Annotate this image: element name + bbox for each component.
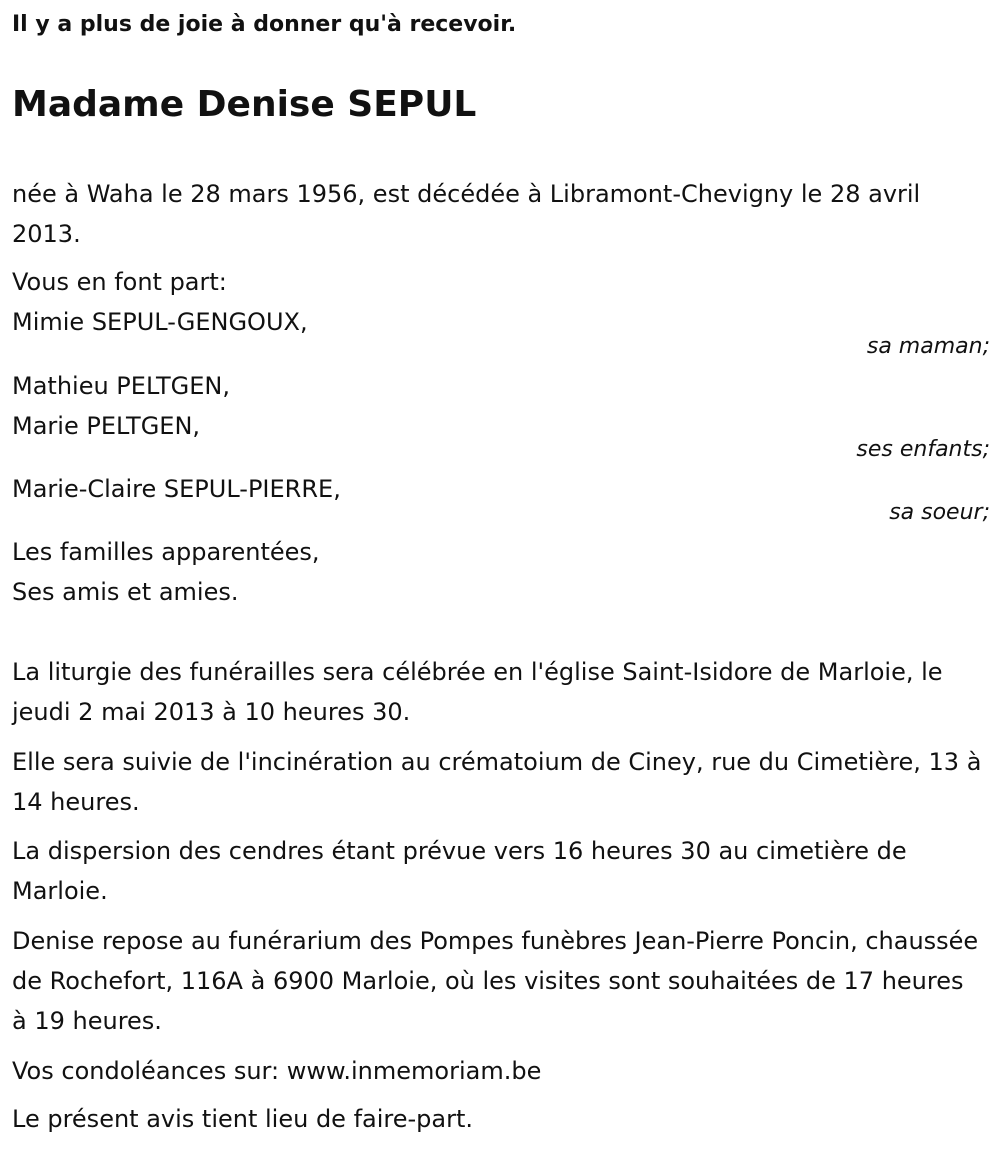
announcement-intro: Vous en font part:: [12, 268, 227, 296]
family-member-name: Mimie SEPUL-GENGOUX,: [12, 308, 308, 336]
relation-label: sa maman;: [866, 334, 990, 359]
visitation-text: Denise repose au funérarium des Pompes funèbres Jean-Pierre Poncin, chaussée de Rochefort, 116A à 6900 Marloie, où les visites sont souhaitées de 17 heures à 19 heures.: [12, 927, 979, 1035]
family-member-name: Marie PELTGEN,: [12, 412, 201, 440]
incineration-text: Elle sera suivie de l'incinération au crématoium de Ciney, rue du Cimetière, 13 à 14 heures.: [12, 748, 982, 816]
deceased-name: Madame Denise SEPUL: [12, 84, 477, 125]
family-member-name: Mathieu PELTGEN,: [12, 372, 231, 400]
notice-text: Le présent avis tient lieu de faire-part.: [12, 1105, 474, 1133]
liturgy-text: La liturgie des funérailles sera célébrée en l'église Saint-Isidore de Marloie, le jeudi 2 mai 2013 à 10 heures 30.: [12, 658, 943, 726]
relation-label: sa soeur;: [889, 500, 990, 525]
dispersion-text: La dispersion des cendres étant prévue vers 16 heures 30 au cimetière de Marloie.: [12, 837, 907, 905]
other-mourners-line: Ses amis et amies.: [12, 578, 239, 606]
family-member-name: Marie-Claire SEPUL-PIERRE,: [12, 475, 341, 503]
birth-death-text: née à Waha le 28 mars 1956, est décédée à Libramont-Chevigny le 28 avril 2013.: [12, 180, 921, 248]
condolences-text: Vos condoléances sur: www.inmemoriam.be: [12, 1057, 542, 1085]
epigraph: Il y a plus de joie à donner qu'à recevoir.: [12, 12, 517, 37]
relation-label: ses enfants;: [856, 437, 990, 462]
other-mourners-line: Les familles apparentées,: [12, 538, 320, 566]
